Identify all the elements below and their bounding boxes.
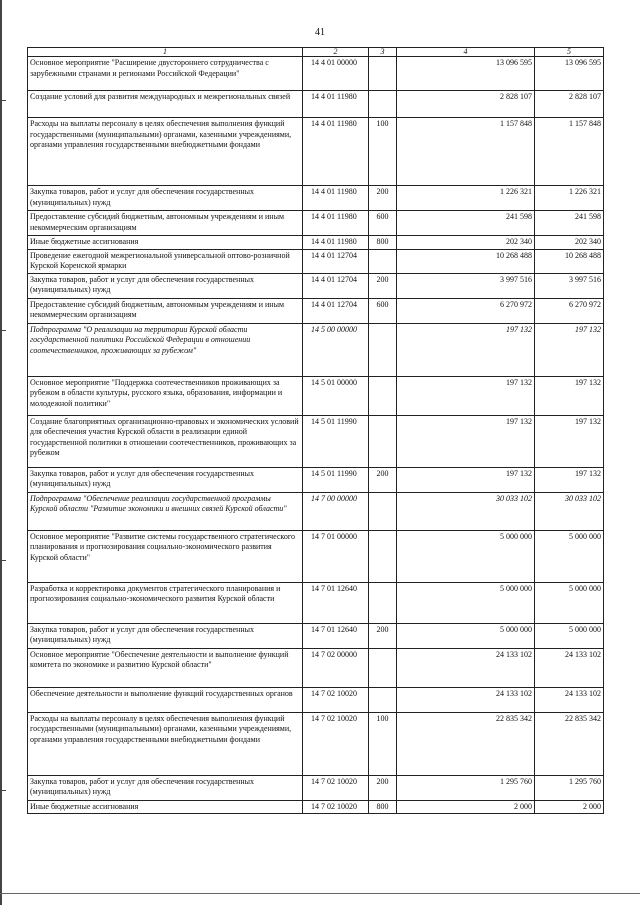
row-value-4: 1 157 848 [397, 118, 535, 186]
table-row [28, 298, 604, 323]
row-name: Основное мероприятие "Развитие системы государственного стратегического планирования и прогнозирования социально-экономического развития Курской области" [28, 530, 303, 582]
row-value-5: 5 000 000 [535, 582, 604, 623]
row-value-4: 5 000 000 [397, 530, 535, 582]
row-value-5: 5 000 000 [535, 623, 604, 648]
row-type: 200 [369, 467, 397, 492]
row-value-5: 5 000 000 [535, 530, 604, 582]
row-value-5: 2 000 [535, 800, 604, 814]
row-name: Закупка товаров, работ и услуг для обеспечения государственных (муниципальных) нужд [28, 273, 303, 298]
page-number: 41 [315, 27, 325, 38]
row-name: Иные бюджетные ассигнования [28, 236, 303, 250]
col-header-3: 3 [369, 48, 397, 57]
row-name: Основное мероприятие "Поддержка соотечественников проживающих за рубежом в области культуры, русского языка, образования, информации и молодежной политики" [28, 376, 303, 415]
row-value-5: 202 340 [535, 236, 604, 250]
row-code: 14 4 01 11980 [303, 186, 369, 211]
table-row [28, 186, 604, 211]
table-row [28, 118, 604, 186]
row-value-4: 197 132 [397, 415, 535, 467]
row-code: 14 7 01 12640 [303, 623, 369, 648]
table-row [28, 249, 604, 273]
row-value-4: 2 000 [397, 800, 535, 814]
row-name: Иные бюджетные ассигнования [28, 800, 303, 814]
row-value-4: 5 000 000 [397, 623, 535, 648]
row-value-5: 24 133 102 [535, 648, 604, 687]
row-value-5: 1 295 760 [535, 775, 604, 800]
row-code: 14 4 01 11980 [303, 91, 369, 118]
row-value-4: 197 132 [397, 376, 535, 415]
row-value-4: 197 132 [397, 323, 535, 376]
budget-table [27, 47, 604, 814]
row-name: Подпрограмма "Обеспечение реализации государственной программы Курской области "Развитие экономики и внешних связей Курской области" [28, 492, 303, 530]
edge-tick [0, 560, 6, 561]
row-code: 14 7 02 10020 [303, 800, 369, 814]
table-row [28, 273, 604, 298]
row-name: Основное мероприятие "Обеспечение деятельности и выполнение функций комитета по экономике и развитию Курской области" [28, 648, 303, 687]
row-name: Закупка товаров, работ и услуг для обеспечения государственных (муниципальных) нужд [28, 467, 303, 492]
row-code: 14 7 02 00000 [303, 648, 369, 687]
table-row [28, 530, 604, 582]
row-value-5: 30 033 102 [535, 492, 604, 530]
col-header-1: 1 [28, 48, 303, 57]
table-header-row [28, 48, 604, 57]
row-value-5: 241 598 [535, 211, 604, 236]
row-value-5: 10 268 488 [535, 249, 604, 273]
row-value-4: 13 096 595 [397, 57, 535, 91]
row-value-4: 24 133 102 [397, 648, 535, 687]
row-type: 100 [369, 118, 397, 186]
table-row [28, 648, 604, 687]
row-name: Расходы на выплаты персоналу в целях обеспечения выполнения функций государственными (муниципальными) органами, казенными учреждениями, органами управления государственными внебюджетными фондами [28, 712, 303, 775]
row-name: Предоставление субсидий бюджетным, автономным учреждениям и иным некоммерческим организациям [28, 298, 303, 323]
table-row [28, 467, 604, 492]
row-value-5: 197 132 [535, 323, 604, 376]
row-value-5: 197 132 [535, 415, 604, 467]
row-name: Закупка товаров, работ и услуг для обеспечения государственных (муниципальных) нужд [28, 186, 303, 211]
row-value-5: 3 997 516 [535, 273, 604, 298]
col-header-5: 5 [535, 48, 604, 57]
row-value-4: 241 598 [397, 211, 535, 236]
row-value-5: 24 133 102 [535, 687, 604, 712]
page-left-edge [0, 0, 2, 905]
row-type: 200 [369, 273, 397, 298]
row-value-5: 2 828 107 [535, 91, 604, 118]
row-value-4: 22 835 342 [397, 712, 535, 775]
edge-tick [0, 330, 6, 331]
row-type: 800 [369, 236, 397, 250]
row-code: 14 4 01 12704 [303, 249, 369, 273]
table-row [28, 57, 604, 91]
row-type [369, 492, 397, 530]
row-value-4: 30 033 102 [397, 492, 535, 530]
row-value-4: 24 133 102 [397, 687, 535, 712]
row-name: Подпрограмма "О реализации на территории Курской области государственной политики Российской Федерации в отношении соотечественников, проживающих за рубежом" [28, 323, 303, 376]
row-type [369, 648, 397, 687]
row-value-4: 1 295 760 [397, 775, 535, 800]
row-code: 14 7 02 10020 [303, 712, 369, 775]
row-type [369, 582, 397, 623]
table-row [28, 775, 604, 800]
row-name: Обеспечение деятельности и выполнение функций государственных органов [28, 687, 303, 712]
table-row [28, 800, 604, 814]
table-row [28, 236, 604, 250]
row-type: 600 [369, 211, 397, 236]
table-row [28, 623, 604, 648]
row-code: 14 4 01 11980 [303, 118, 369, 186]
row-code: 14 4 01 00000 [303, 57, 369, 91]
table-row [28, 211, 604, 236]
row-code: 14 7 02 10020 [303, 775, 369, 800]
table-row [28, 687, 604, 712]
table-row [28, 712, 604, 775]
row-code: 14 4 01 11980 [303, 236, 369, 250]
row-type: 800 [369, 800, 397, 814]
row-value-4: 6 270 972 [397, 298, 535, 323]
row-value-5: 1 157 848 [535, 118, 604, 186]
table-row [28, 415, 604, 467]
row-type: 200 [369, 186, 397, 211]
row-value-4: 5 000 000 [397, 582, 535, 623]
row-code: 14 7 02 10020 [303, 687, 369, 712]
row-value-5: 197 132 [535, 376, 604, 415]
row-type [369, 91, 397, 118]
row-value-4: 202 340 [397, 236, 535, 250]
row-type [369, 415, 397, 467]
row-code: 14 7 01 12640 [303, 582, 369, 623]
bottom-rule [0, 893, 640, 894]
row-name: Закупка товаров, работ и услуг для обеспечения государственных (муниципальных) нужд [28, 775, 303, 800]
row-code: 14 4 01 12704 [303, 273, 369, 298]
row-code: 14 5 00 00000 [303, 323, 369, 376]
row-type [369, 57, 397, 91]
row-type: 200 [369, 775, 397, 800]
table-row [28, 91, 604, 118]
row-value-4: 1 226 321 [397, 186, 535, 211]
row-name: Основное мероприятие "Расширение двустороннего сотрудничества с зарубежными странами и регионами Российской Федерации" [28, 57, 303, 91]
table-row [28, 492, 604, 530]
row-name: Проведение ежегодной межрегиональной универсальной оптово-розничной Курской Коренской ярмарки [28, 249, 303, 273]
row-value-5: 13 096 595 [535, 57, 604, 91]
edge-tick [0, 100, 6, 101]
row-type: 100 [369, 712, 397, 775]
row-type [369, 249, 397, 273]
row-value-5: 6 270 972 [535, 298, 604, 323]
row-value-4: 197 132 [397, 467, 535, 492]
table-row [28, 582, 604, 623]
col-header-2: 2 [303, 48, 369, 57]
col-header-4: 4 [397, 48, 535, 57]
row-name: Предоставление субсидий бюджетным, автономным учреждениям и иным некоммерческим организациям [28, 211, 303, 236]
row-type [369, 376, 397, 415]
row-value-4: 10 268 488 [397, 249, 535, 273]
row-value-4: 2 828 107 [397, 91, 535, 118]
row-type: 600 [369, 298, 397, 323]
row-value-5: 1 226 321 [535, 186, 604, 211]
table-row [28, 376, 604, 415]
row-name: Расходы на выплаты персоналу в целях обеспечения выполнения функций государственными (муниципальными) органами, казенными учреждениями, органами управления государственными внебюджетными фондами [28, 118, 303, 186]
row-type [369, 687, 397, 712]
row-code: 14 5 01 11990 [303, 415, 369, 467]
row-value-5: 197 132 [535, 467, 604, 492]
table-row [28, 323, 604, 376]
row-type [369, 323, 397, 376]
edge-tick [0, 790, 6, 791]
row-value-4: 3 997 516 [397, 273, 535, 298]
row-type [369, 530, 397, 582]
row-type: 200 [369, 623, 397, 648]
row-code: 14 4 01 12704 [303, 298, 369, 323]
row-code: 14 4 01 11980 [303, 211, 369, 236]
row-code: 14 7 01 00000 [303, 530, 369, 582]
row-name: Создание благоприятных организационно-правовых и экономических условий для обеспечения участия Курской области в реализации единой государственной политики в отношении соотечественников, проживающих за рубежом [28, 415, 303, 467]
row-value-5: 22 835 342 [535, 712, 604, 775]
row-name: Разработка и корректировка документов стратегического планирования и прогнозирования социально-экономического развития Курской области [28, 582, 303, 623]
row-name: Закупка товаров, работ и услуг для обеспечения государственных (муниципальных) нужд [28, 623, 303, 648]
row-code: 14 5 01 11990 [303, 467, 369, 492]
row-code: 14 5 01 00000 [303, 376, 369, 415]
row-name: Создание условий для развития международных и межрегиональных связей [28, 91, 303, 118]
row-code: 14 7 00 00000 [303, 492, 369, 530]
